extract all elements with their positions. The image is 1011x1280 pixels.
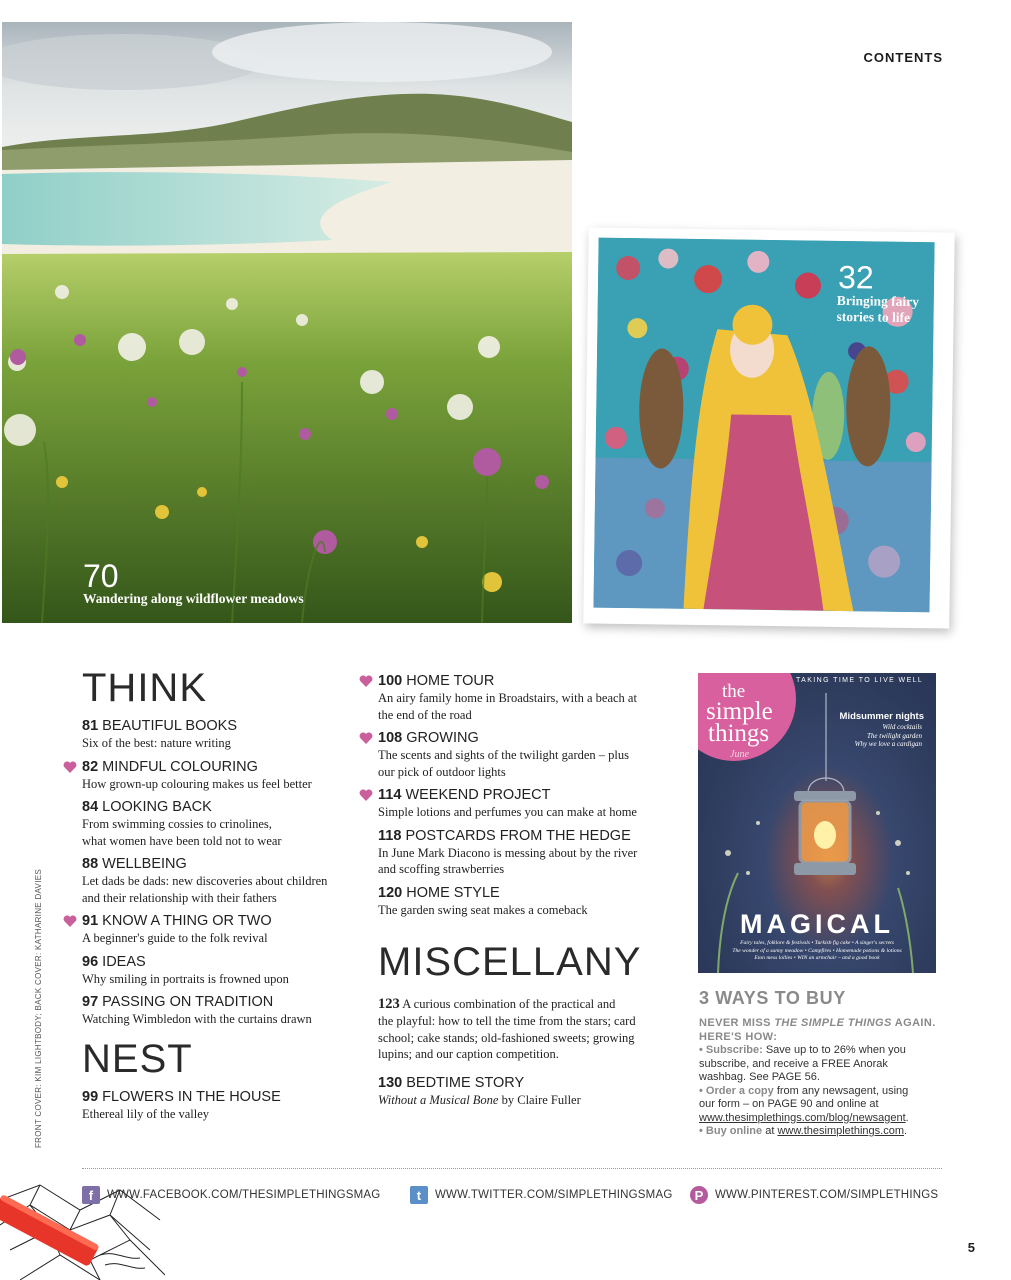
buy-online[interactable] — [699, 1125, 949, 1139]
entry-description: How grown-up colouring makes us feel better — [82, 776, 312, 791]
toc-entry[interactable] — [82, 1088, 352, 1123]
entry-number: 81 — [82, 718, 99, 734]
nest-heading: NEST — [82, 1036, 193, 1081]
entry-number: 100 — [378, 673, 403, 689]
entry-description: school; cake stands; old-fashioned sweets; growing — [378, 1030, 635, 1045]
entry-title: WELLBEING — [102, 856, 187, 872]
entry-description: An airy family home in Broadstairs, with a beach at — [378, 691, 637, 705]
buy-text: our form – on PAGE 90 and online at — [699, 1098, 879, 1110]
entry-number: 118 — [378, 827, 402, 844]
toc-entry[interactable] — [82, 993, 352, 1028]
pinterest-icon: P — [690, 1186, 708, 1204]
cover-logo-line-1: the — [722, 681, 746, 702]
toc-entry[interactable] — [82, 758, 352, 793]
cover-promo-title: Midsummer nights — [839, 711, 924, 722]
buy-sub-magazine: THE SIMPLE THINGS — [774, 1017, 892, 1029]
buy-text: from any newsagent, using — [773, 1084, 909, 1097]
entry-number: 120 — [378, 884, 403, 901]
buy-subheading-line-2: HERE'S HOW: — [699, 1031, 778, 1043]
entry-number: 97 — [82, 994, 99, 1010]
toc-entry[interactable] — [378, 786, 678, 821]
entry-description: Let dads be dads: new discoveries about children — [82, 874, 328, 888]
entry-description: lupins; and our caption competition. — [378, 1047, 559, 1061]
entry-description: A beginner's guide to the folk revival — [82, 931, 268, 945]
cover-logo-line-2: simple — [706, 698, 773, 725]
embroidery-photo-frame — [583, 227, 954, 628]
buy-heading: 3 WAYS TO BUY — [699, 988, 846, 1008]
buy-text: at — [762, 1125, 778, 1137]
entry-description: and their relationship with their fathers — [82, 890, 277, 905]
entry-title: GROWING — [406, 730, 479, 746]
entry-number: 123 — [378, 996, 400, 1012]
entry-number: 114 — [378, 787, 402, 803]
entry-description: The garden swing seat makes a comeback — [378, 902, 588, 917]
meadow-caption[interactable]: Wandering along wildflower meadows — [83, 591, 304, 606]
buy-online-label: • Buy online — [699, 1125, 763, 1137]
entry-description: In June Mark Diacono is messing about by the river — [378, 845, 638, 860]
entry-title: BEAUTIFUL BOOKS — [102, 718, 237, 734]
buy-order-url-line — [699, 1112, 949, 1126]
entry-title: HOME STYLE — [406, 884, 500, 901]
buy-panel — [699, 988, 949, 1139]
entry-description: Six of the best: nature writing — [82, 736, 231, 750]
twitter-url: WWW.TWITTER.COM/SIMPLETHINGSMAG — [435, 1189, 673, 1201]
heart-icon — [63, 761, 77, 773]
entry-description: the end of the road — [378, 707, 472, 722]
entry-number: 130 — [378, 1074, 403, 1091]
embroidery-page-number[interactable]: 32 — [837, 258, 874, 296]
heart-icon — [359, 789, 373, 801]
entry-description: Why smiling in portraits is frowned upon — [82, 971, 289, 986]
facebook-icon: f — [82, 1186, 100, 1204]
toc-entry[interactable] — [82, 912, 352, 947]
meadow-illustration — [2, 22, 572, 623]
cover-promo-list — [855, 723, 922, 749]
entry-description: A curious combination of the practical and — [402, 997, 616, 1011]
facebook-url: WWW.FACEBOOK.COM/THESIMPLETHINGSMAG — [107, 1189, 381, 1201]
meadow-page-number[interactable]: 70 — [83, 558, 119, 594]
heart-icon — [359, 732, 373, 744]
entry-title: KNOW A THING OR TWO — [102, 913, 272, 929]
buy-text: . — [905, 1111, 909, 1124]
buy-subheading — [699, 1016, 949, 1030]
toc-entry[interactable] — [82, 798, 352, 849]
entry-title: WEEKEND PROJECT — [405, 787, 551, 803]
entry-number: 96 — [82, 953, 99, 970]
pinterest-url: WWW.PINTEREST.COM/SIMPLETHINGS — [715, 1189, 939, 1201]
newsagent-link[interactable]: www.thesimplethings.com/blog/newsagent — [699, 1111, 906, 1124]
cover-strapline — [698, 940, 936, 963]
nest-misc-column — [378, 672, 678, 1108]
entry-description: Ethereal lily of the valley — [82, 1106, 210, 1121]
entry-number: 84 — [82, 799, 99, 815]
cover-promo-line: Wild cocktails — [882, 723, 922, 731]
magazine-cover[interactable] — [698, 673, 936, 973]
entry-title: LOOKING BACK — [102, 799, 212, 815]
entry-title: FLOWERS IN THE HOUSE — [102, 1088, 281, 1105]
cover-credit: FRONT COVER: KIM LIGHTBODY; BACK COVER: KATHARINE DAVIES — [34, 869, 43, 1148]
entry-title: MINDFUL COLOURING — [102, 758, 258, 775]
cover-month: June — [730, 749, 749, 760]
cover-promo-line: The twilight garden — [867, 731, 922, 740]
entry-description: and scoffing strawberries — [378, 862, 505, 876]
toc-entry[interactable] — [82, 717, 352, 752]
heart-icon — [63, 915, 77, 927]
toc-entry[interactable] — [378, 827, 678, 878]
entry-number: 108 — [378, 730, 403, 746]
entry-title: IDEAS — [102, 953, 146, 970]
entry-description: From swimming cossies to crinolines, — [82, 817, 272, 831]
cover-headline: MAGICAL — [740, 909, 894, 939]
entry-description: Simple lotions and perfumes you can make at home — [378, 805, 637, 819]
buy-sub-prefix: NEVER MISS — [699, 1017, 775, 1029]
buy-text: . — [904, 1125, 908, 1137]
footer-divider — [82, 1168, 942, 1169]
miscellany-heading: MISCELLANY — [378, 940, 642, 984]
buy-text: Save up to to 26% when you — [762, 1044, 906, 1056]
toc-entry[interactable] — [378, 884, 678, 919]
embroidery-photo — [593, 238, 934, 613]
buy-text: washbag. See PAGE 56. — [699, 1071, 820, 1083]
entry-title: POSTCARDS FROM THE HEDGE — [405, 827, 631, 844]
buy-subscribe[interactable] — [699, 1044, 949, 1058]
buy-order-label: • Order a copy — [699, 1084, 774, 1097]
toc-entry[interactable] — [82, 855, 352, 906]
toc-entry[interactable] — [378, 672, 678, 723]
heart-icon — [359, 675, 373, 687]
cover-strap-line: Eton mess lollies • WIN an armchair – and a good book — [754, 955, 880, 961]
cover-tagline: TAKING TIME TO LIVE WELL — [796, 677, 924, 684]
entry-description: the playful: how to tell the time from the stars; card — [378, 1014, 636, 1028]
entry-title: BEDTIME STORY — [406, 1074, 525, 1091]
embroidery-caption-line-1[interactable]: Bringing fairy — [836, 292, 920, 310]
entry-number: 91 — [82, 913, 99, 929]
think-column — [82, 668, 352, 1122]
pinterest-link[interactable] — [690, 1186, 938, 1204]
meadow-photo — [2, 22, 572, 623]
section-label: CONTENTS — [863, 50, 943, 65]
book-title: Without a Musical Bone — [378, 1092, 499, 1107]
embroidery-caption-line-2[interactable]: stories to life — [836, 308, 911, 325]
entry-description: our pick of outdoor lights — [378, 764, 506, 779]
facebook-link[interactable] — [82, 1186, 380, 1204]
twitter-icon: t — [410, 1186, 428, 1204]
entry-title: HOME TOUR — [406, 673, 495, 689]
buy-order[interactable] — [699, 1085, 949, 1099]
entry-description: Watching Wimbledon with the curtains drawn — [82, 1012, 312, 1026]
entry-number: 82 — [82, 758, 99, 775]
twitter-link[interactable] — [410, 1186, 672, 1204]
entry-number: 99 — [82, 1088, 99, 1105]
think-heading: THINK — [82, 666, 207, 710]
cover-promo-line: Why we love a cardigan — [854, 740, 922, 748]
buy-text: subscribe, and receive a FREE Anorak — [699, 1057, 888, 1070]
cover-logo-line-3: things — [708, 720, 770, 747]
entry-title: PASSING ON TRADITION — [102, 994, 274, 1010]
toc-entry[interactable] — [378, 995, 678, 1063]
page-number: 5 — [967, 1240, 975, 1255]
buy-subscribe-label: • Subscribe: — [699, 1044, 763, 1056]
toc-entry[interactable] — [378, 729, 678, 780]
website-link[interactable]: www.thesimplethings.com — [777, 1125, 904, 1137]
cover-strap-line: The wonder of a sunny meadow • Campfires • Homemade potions & lotions — [732, 947, 902, 954]
entry-description: The scents and sights of the twilight garden – plus — [378, 748, 630, 762]
cover-strap-line: Fairy tales, folklore & festivals • Turkish fig cake • A singer's secrets — [740, 940, 894, 946]
toc-entry[interactable] — [378, 1074, 678, 1109]
buy-sub-suffix: AGAIN. — [891, 1017, 936, 1029]
entry-description: by Claire Fuller — [498, 1092, 581, 1107]
entry-number: 88 — [82, 856, 99, 872]
entry-description: what women have been told not to wear — [82, 833, 282, 848]
toc-entry[interactable] — [82, 953, 352, 988]
